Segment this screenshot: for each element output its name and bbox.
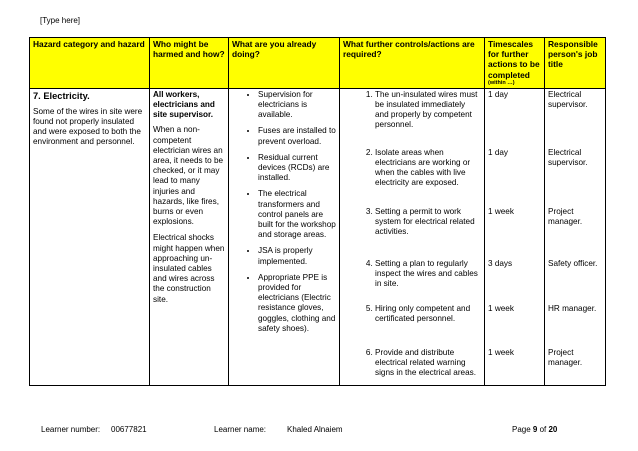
timescale-value: 1 week	[488, 206, 514, 216]
responsible-cell	[545, 88, 606, 385]
timescale-value: 1 week	[488, 303, 514, 313]
page-total: 20	[548, 425, 558, 434]
list-item: • The electrical transformers and control panels are built for the workshop and storage areas.	[258, 189, 336, 240]
responsible-value: Electrical supervisor.	[548, 89, 588, 110]
timescale-value: 1 day	[488, 89, 509, 99]
list-item: 3. Setting a permit to work system for electrical related activities.	[375, 207, 481, 259]
responsible-value: HR manager.	[548, 303, 597, 313]
timescales-cell	[485, 88, 545, 385]
header-timescales	[485, 38, 545, 89]
list-item: 4. Setting a plan to regularly inspect the wires and cables in site.	[375, 259, 481, 304]
header-hazard: Hazard category and hazard	[30, 38, 150, 89]
list-item: 6. Provide and distribute electrical related warning signs in the electrical areas.	[375, 348, 481, 384]
hazard-title: 7. Electricity.	[33, 90, 90, 101]
risk-assessment-table	[29, 37, 606, 386]
responsible-value: Project manager.	[548, 347, 583, 368]
table-header-row	[30, 38, 606, 89]
learner-name-label: Learner name:	[214, 425, 267, 434]
learner-name: Khaled Alnaiem	[287, 425, 343, 434]
list-item: 1. The un-insulated wires must be insulated immediately and properly by competent personnel.	[375, 90, 481, 148]
hazard-description: Some of the wires in site were found not properly insulated and were exposed to both the environment and personnel.	[33, 106, 143, 147]
responsible-value: Safety officer.	[548, 258, 598, 268]
timescale-value: 3 days	[488, 258, 513, 268]
header-who: Who might be harmed and how?	[150, 38, 229, 89]
further-cell	[340, 88, 485, 385]
learner-number: 00677821	[111, 425, 147, 434]
timescale-value: 1 day	[488, 147, 509, 157]
responsible-value: Project manager.	[548, 206, 583, 227]
list-item: • Fuses are installed to prevent overload.	[258, 126, 336, 146]
who-harmed: All workers, electricians and site supervisor.	[153, 89, 215, 120]
list-item: • Residual current devices (RCDs) are installed.	[258, 153, 336, 184]
page-header-note: [Type here]	[40, 16, 81, 25]
header-doing: What are you already doing?	[229, 38, 340, 89]
page-number	[512, 425, 557, 434]
responsible-value: Electrical supervisor.	[548, 147, 588, 168]
list-item: • Supervision for electricians is available.	[258, 90, 336, 121]
how-harmed-extra: Electrical shocks might happen when approaching un-insulated cables and wires across the construction site.	[153, 233, 225, 304]
header-timescales-label: Timescales for further actions to be completed	[488, 39, 540, 80]
how-harmed: When a non-competent electrician wires an area, it needs to be checked, or it may lead to many injuries and hazards, like fires, burns or even explosions.	[153, 125, 224, 227]
list-item: 5. Hiring only competent and certificated personnel.	[375, 304, 481, 348]
list-item: • Appropriate PPE is provided for electricians (Electric resistance gloves, goggles, clothing and safety shoes).	[258, 273, 336, 334]
existing-controls-list	[232, 90, 336, 334]
who-cell	[150, 88, 229, 385]
timescale-value: 1 week	[488, 347, 514, 357]
header-responsible: Responsible person's job title	[545, 38, 606, 89]
doing-cell	[229, 88, 340, 385]
further-actions-list	[343, 90, 481, 384]
hazard-cell	[30, 88, 150, 385]
page-current: 9	[532, 425, 538, 434]
page-footer	[0, 425, 638, 437]
page-of: of	[537, 425, 549, 434]
learner-number-label: Learner number:	[41, 425, 101, 434]
table-row	[30, 88, 606, 385]
list-item: 2. Isolate areas when electricians are working or when the cables with live electricity are exposed.	[375, 148, 481, 207]
list-item: • JSA is properly implemented.	[258, 246, 336, 266]
header-further: What further controls/actions are required?	[340, 38, 485, 89]
header-timescales-note: (within …)	[488, 79, 515, 86]
page-prefix: Page	[512, 425, 533, 434]
